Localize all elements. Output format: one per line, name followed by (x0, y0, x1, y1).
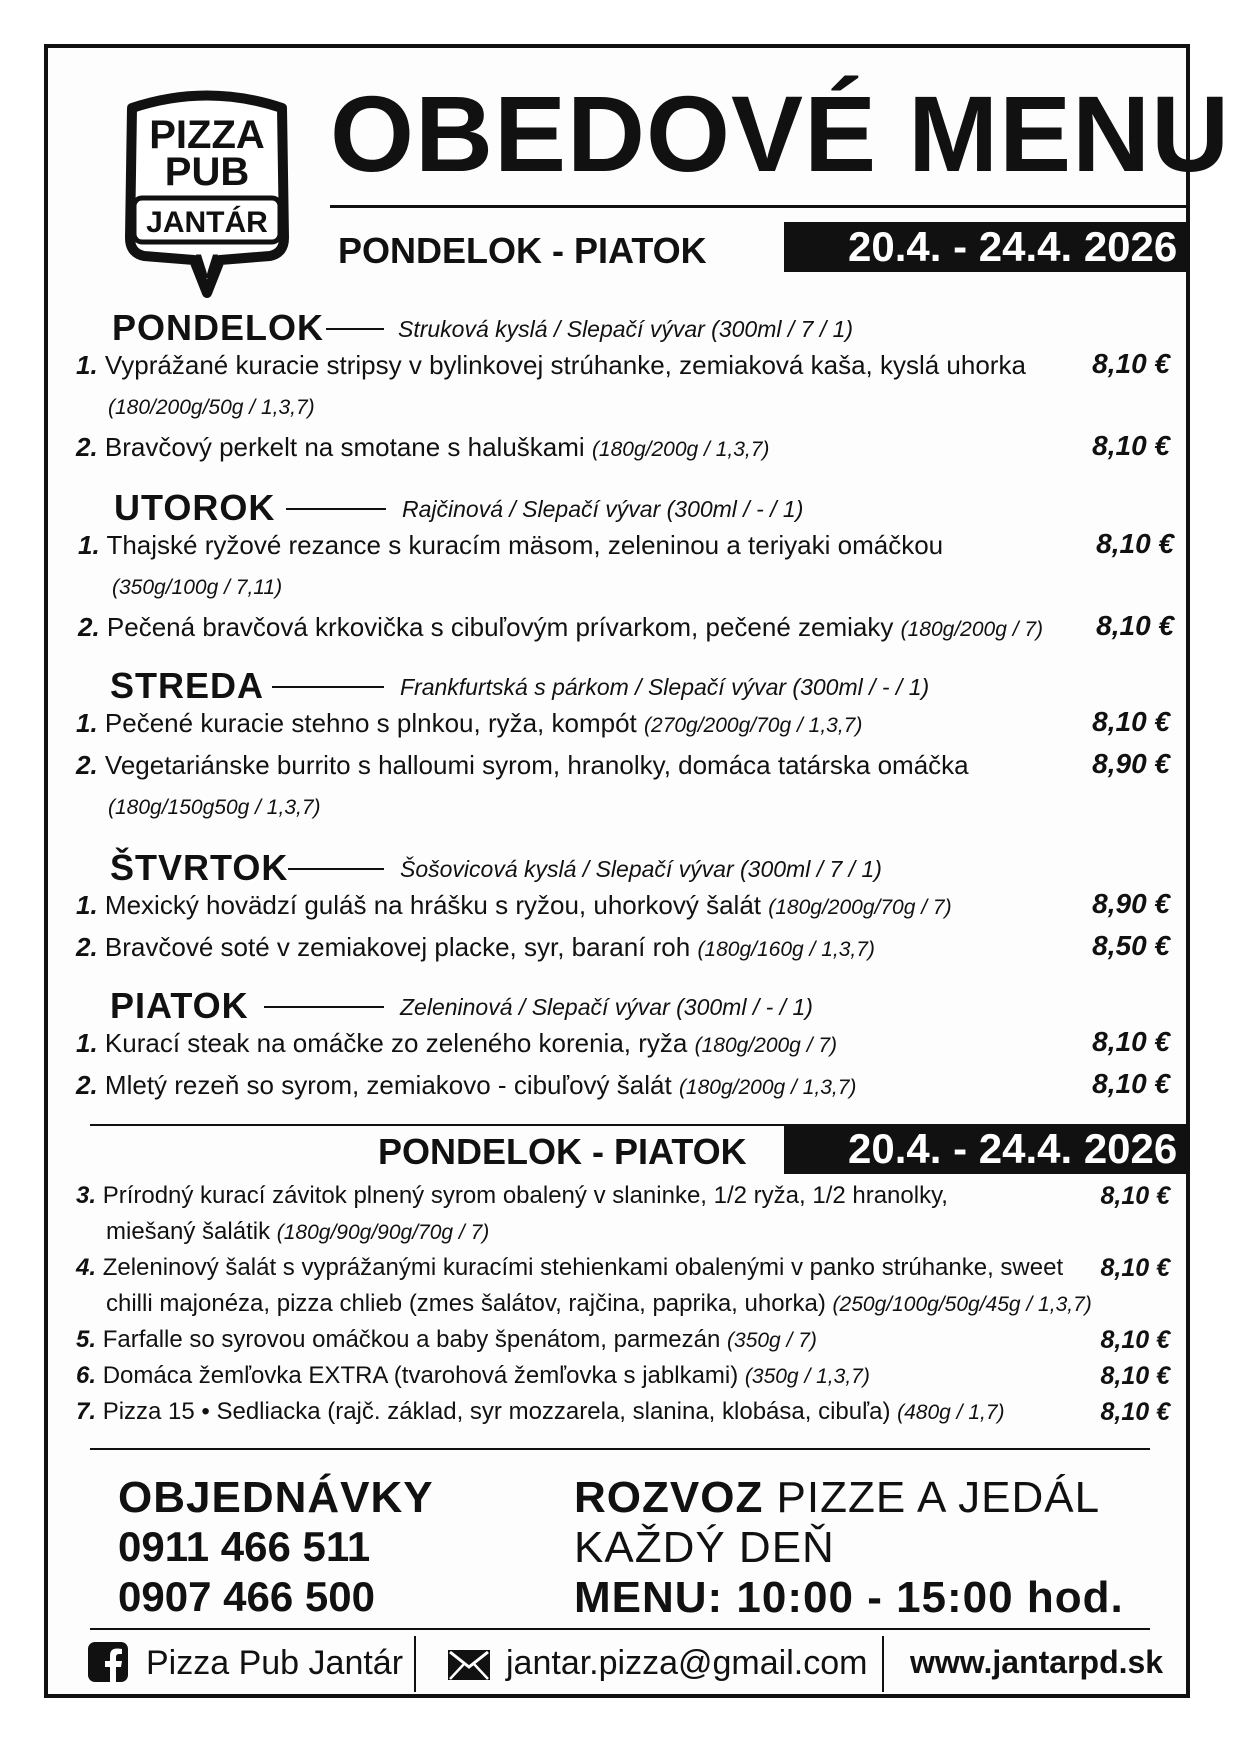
item-price: 8,10 € (1100, 1326, 1170, 1354)
soup-text: Frankfurtská s párkom / Slepačí vývar (300ml / - / 1) (400, 674, 930, 700)
item-number: 5. (76, 1326, 97, 1353)
item-name: Farfalle so syrovou omáčkou a baby špenátom, parmezán (102, 1326, 721, 1353)
day-heading-stvrtok: ŠTVRTOK (110, 847, 289, 888)
item-name-cont: miešaný šalátik (106, 1218, 271, 1245)
email-link[interactable]: jantar.pizza@gmail.com (506, 1644, 868, 1682)
item-name: Kurací steak na omáčke zo zeleného korenia, ryža (104, 1028, 688, 1058)
item-number: 2. (76, 1070, 98, 1100)
weekly-date-badge: 20.4. - 24.4. 2026 (784, 1124, 1190, 1174)
item-price: 8,10 € (1100, 1254, 1170, 1282)
pizza-pub-jantar-logo (112, 88, 302, 298)
item-price: 8,10 € (1100, 1398, 1170, 1426)
item-number: 2. (76, 432, 98, 462)
delivery-line-2: KAŽDÝ DEŇ (574, 1523, 835, 1572)
facebook-page-link[interactable]: Pizza Pub Jantár (146, 1644, 404, 1682)
weekly-divider (90, 1124, 786, 1126)
item-number: 3. (76, 1182, 97, 1209)
menu-item (76, 934, 875, 960)
item-name: Thajské ryžové rezance s kuracím mäsom, zeleninou a teriyaki omáčkou (106, 530, 944, 560)
item-allergens: (180g/150g50g / 1,3,7) (108, 796, 321, 819)
footer-separator (414, 1636, 416, 1692)
orders-heading: OBJEDNÁVKY (118, 1473, 434, 1522)
item-allergens: (350g / 1,3,7) (744, 1365, 870, 1388)
item-name: Pečená bravčová krkovička s cibuľovým prívarkom, pečené zemiaky (106, 612, 894, 642)
item-price: 8,10 € (1092, 706, 1170, 737)
item-price: 8,10 € (1092, 430, 1170, 461)
weekly-item (76, 1364, 870, 1388)
item-name: Prírodný kurací závitok plnený syrom obalený v slaninke, 1/2 ryža, 1/2 hranolky, (102, 1182, 948, 1209)
item-price: 8,10 € (1100, 1362, 1170, 1390)
item-number: 2. (76, 932, 98, 962)
soup-text: Struková kyslá / Slepačí vývar (300ml / 7 / 1) (398, 316, 854, 342)
day-dash (286, 508, 386, 510)
weekly-item (76, 1256, 1063, 1280)
mail-icon (446, 1648, 492, 1682)
item-allergens: (350g / 7) (727, 1329, 817, 1352)
footer-divider (90, 1628, 1150, 1630)
item-allergens: (180/200g/50g / 1,3,7) (108, 396, 315, 419)
item-name: Bravčový perkelt na smotane s haluškami (104, 432, 585, 462)
menu-item (76, 710, 862, 736)
item-name: Pizza 15 • Sedliacka (rajč. základ, syr mozzarela, slanina, klobása, cibuľa) (102, 1398, 891, 1425)
item-price: 8,50 € (1092, 930, 1170, 961)
menu-item (76, 752, 969, 778)
menu-item (78, 614, 1043, 640)
item-number: 7. (76, 1398, 97, 1425)
weekly-item-continued (106, 1292, 1092, 1316)
logo-text-pub: PUB (164, 150, 250, 194)
date-range-badge: 20.4. - 24.4. 2026 (784, 222, 1190, 272)
item-price: 8,10 € (1096, 610, 1174, 641)
phone-number-2[interactable]: 0907 466 500 (118, 1573, 375, 1620)
logo-text-jantar: JANTÁR (146, 206, 268, 239)
phone-number-1[interactable]: 0911 466 511 (118, 1523, 371, 1570)
item-number: 4. (76, 1254, 97, 1281)
contact-divider (90, 1448, 1150, 1450)
item-allergens: (270g/200g/70g / 1,3,7) (644, 714, 863, 737)
soup-text: Zeleninová / Slepačí vývar (300ml / - / 1) (400, 994, 813, 1020)
day-heading-pondelok: PONDELOK (112, 307, 325, 348)
menu-item (76, 352, 1026, 378)
weekly-item-continued (106, 1220, 489, 1244)
week-label: PONDELOK - PIATOK (338, 230, 707, 271)
facebook-icon (86, 1640, 130, 1684)
item-name: Bravčové soté v zemiakovej placke, syr, baraní roh (104, 932, 691, 962)
item-allergens: (180g/200g / 1,3,7) (591, 438, 770, 461)
item-price: 8,90 € (1092, 888, 1170, 919)
item-name: Vyprážané kuracie stripsy v bylinkovej strúhanke, zemiaková kaša, kyslá uhorka (104, 350, 1026, 380)
weekly-item (76, 1184, 948, 1208)
menu-hours: MENU: 10:00 - 15:00 hod. (574, 1573, 1124, 1622)
item-number: 1. (78, 530, 100, 560)
item-price: 8,10 € (1100, 1182, 1170, 1210)
menu-item (76, 892, 952, 918)
item-name-cont: chilli majonéza, pizza chlieb (zmes šalátov, rajčina, paprika, uhorka) (106, 1290, 826, 1317)
item-allergens: (180g/160g / 1,3,7) (697, 938, 875, 961)
day-heading-utorok: UTOROK (114, 487, 276, 528)
item-allergens: (180g/200g / 1,3,7) (678, 1076, 857, 1099)
soup-text: Rajčinová / Slepačí vývar (300ml / - / 1) (402, 496, 804, 522)
item-allergens: (480g / 1,7) (897, 1401, 1005, 1424)
delivery-rest: PIZZE A JEDÁL (763, 1473, 1101, 1522)
soup-text: Šošovicová kyslá / Slepačí vývar (300ml / 7 / 1) (400, 856, 882, 882)
item-allergens: (180g/90g/90g/70g / 7) (276, 1221, 490, 1244)
menu-item (78, 532, 943, 558)
delivery-line-1 (574, 1473, 1101, 1522)
item-number: 1. (76, 1028, 98, 1058)
day-dash (288, 868, 384, 870)
item-price: 8,10 € (1092, 1068, 1170, 1099)
menu-item (76, 1030, 837, 1056)
item-price: 8,10 € (1092, 1026, 1170, 1057)
item-number: 2. (76, 750, 98, 780)
delivery-bold: ROZVOZ (574, 1473, 764, 1522)
item-name: Mletý rezeň so syrom, zemiakovo - cibuľový šalát (104, 1070, 672, 1100)
item-price: 8,10 € (1092, 348, 1170, 379)
header-divider (330, 205, 1190, 208)
item-name: Vegetariánske burrito s halloumi syrom, hranolky, domáca tatárska omáčka (104, 750, 969, 780)
item-allergens: (350g/100g / 7,11) (112, 576, 283, 599)
weekly-item (76, 1328, 817, 1352)
item-allergens: (180g/200g / 7) (900, 618, 1044, 641)
item-name: Zeleninový šalát s vyprážanými kuracími stehienkami obalenými v panko strúhanke, sweet (102, 1254, 1064, 1281)
item-price: 8,90 € (1092, 748, 1170, 779)
item-number: 2. (78, 612, 100, 642)
item-allergens: (250g/100g/50g/45g / 1,3,7) (832, 1293, 1092, 1316)
item-name: Mexický hovädzí guláš na hrášku s ryžou, uhorkový šalát (104, 890, 762, 920)
item-number: 6. (76, 1362, 97, 1389)
item-number: 1. (76, 350, 98, 380)
item-number: 1. (76, 890, 98, 920)
website-link[interactable]: www.jantarpd.sk (910, 1644, 1164, 1680)
day-heading-piatok: PIATOK (110, 985, 249, 1026)
weekly-item (76, 1400, 1005, 1424)
footer-separator (882, 1636, 884, 1692)
item-allergens: (180g/200g/70g / 7) (768, 896, 952, 919)
item-name: Domáca žemľovka EXTRA (tvarohová žemľovka s jablkami) (102, 1362, 739, 1389)
item-price: 8,10 € (1096, 528, 1174, 559)
day-dash (326, 328, 384, 330)
menu-item (76, 434, 769, 460)
day-dash (264, 1006, 384, 1008)
item-number: 1. (76, 708, 98, 738)
day-dash (272, 686, 384, 688)
item-name: Pečené kuracie stehno s plnkou, ryža, kompót (104, 708, 637, 738)
day-heading-streda: STREDA (110, 665, 265, 706)
logo-text-v: V (195, 248, 219, 286)
logo-text-pizza: PIZZA (149, 113, 265, 157)
weekly-label: PONDELOK - PIATOK (378, 1131, 747, 1172)
page-title: OBEDOVÉ MENU (330, 73, 1231, 194)
item-allergens: (180g/200g / 7) (694, 1034, 838, 1057)
menu-item (76, 1072, 856, 1098)
